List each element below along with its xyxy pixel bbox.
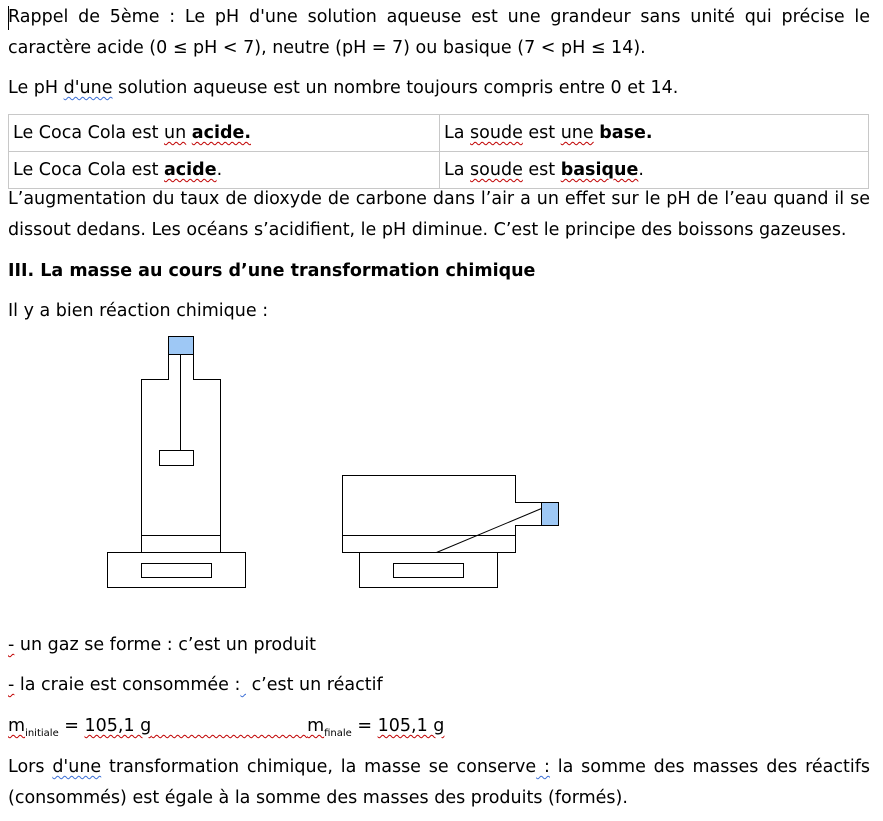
co2-text: L’augmentation du taux de dioxyde de carbone dans l’air a un effet sur le pH de l’eau quand il se dissout dedans. Les océans s’acidifient, le pH diminue. C’est le principe des boissons gazeuses. (8, 189, 870, 240)
conclusion-colon-flagged: : (536, 757, 550, 777)
reaction-intro: Il y a bien réaction chimique : (8, 301, 269, 321)
mass-subscript: initiale (25, 728, 59, 739)
bullet-dash: - (8, 635, 15, 655)
bottle-cap (542, 503, 559, 526)
acid-base-table (8, 114, 869, 189)
conclusion-text: la somme des masses des réactifs (consommés) est égale à la somme des masses des produits (formés). (8, 757, 870, 808)
mass-initial-value: 105,1 g (84, 716, 152, 736)
conclusion-text: Lors (8, 757, 53, 777)
table-row (9, 115, 869, 152)
rappel-paragraph (8, 2, 870, 64)
cell-text: La (444, 123, 471, 143)
cell-word-flagged: soude (470, 123, 523, 143)
bullet-text: un gaz se forme : c’est un produit (14, 635, 317, 655)
cell-word-flagged: soude (470, 160, 523, 180)
bullet-chalk (8, 670, 870, 701)
bottle-outline (343, 476, 542, 553)
tilted-bottle-on-balance (343, 476, 559, 588)
conclusion-text: transformation chimique, la masse se conserve (101, 757, 537, 777)
table-cell (9, 152, 440, 189)
cell-text: . (216, 160, 223, 180)
cell-text: La (444, 160, 471, 180)
cell-bold-word: basique (560, 160, 639, 180)
balance-display (142, 564, 212, 578)
closed-bottle-on-balance (108, 337, 246, 588)
bullet-dash: - (8, 675, 15, 695)
ph-range-text-b: solution aqueuse est un nombre toujours compris entre 0 et 14. (112, 78, 679, 98)
mass-symbol: m (8, 716, 26, 736)
mass-gap (151, 716, 307, 736)
co2-paragraph (8, 184, 870, 246)
bullet-text: la craie est consommée : (14, 675, 241, 695)
equals-sign: = (58, 716, 85, 736)
cell-bold-word: base. (599, 123, 653, 143)
mass-final-value: 105,1 g (377, 716, 445, 736)
cell-bold-word: acide (164, 160, 217, 180)
wire (437, 509, 542, 553)
ph-range-text-a: Le pH (8, 78, 64, 98)
cell-text: Le Coca Cola est (13, 160, 164, 180)
cell-text: est (522, 160, 561, 180)
balance (108, 553, 246, 588)
mass-initial-label (8, 716, 59, 739)
mass-final-label (307, 716, 352, 739)
cell-text: . (638, 160, 644, 180)
table-cell (9, 115, 440, 152)
table-cell (440, 115, 869, 152)
table-cell (440, 152, 869, 189)
bullet-gas (8, 630, 870, 661)
chalk-piece (160, 451, 194, 466)
mass-symbol: m (307, 716, 325, 736)
cell-word-flagged: un (164, 123, 187, 143)
bullet-text: c’est un réactif (246, 675, 383, 695)
conclusion-paragraph (8, 752, 870, 814)
mass-line (8, 711, 870, 749)
equals-sign: = (351, 716, 378, 736)
ph-range-paragraph (8, 73, 870, 104)
table-row (9, 152, 869, 189)
cell-bold-word: acide. (191, 123, 251, 143)
cell-text: Le Coca Cola est (13, 123, 164, 143)
ph-range-word-flagged: d'une (63, 78, 113, 98)
conclusion-word-flagged: d'une (52, 757, 102, 777)
cell-text: est (522, 123, 561, 143)
cell-word-flagged: une (560, 123, 594, 143)
mass-subscript: finale (324, 728, 352, 739)
rappel-text: Rappel de 5ème : Le pH d'une solution aqueuse est une grandeur sans unité qui précise le caractère acide (0 ≤ pH < 7), neutre (pH = 7) ou basique (7 < pH ≤ 14). (8, 7, 870, 58)
balance-experiment-figure (0, 320, 883, 600)
bottle-cap (169, 337, 194, 355)
balance-display (394, 564, 464, 578)
section-heading: III. La masse au cours d’une transformation chimique (8, 261, 536, 281)
balance (360, 553, 498, 588)
